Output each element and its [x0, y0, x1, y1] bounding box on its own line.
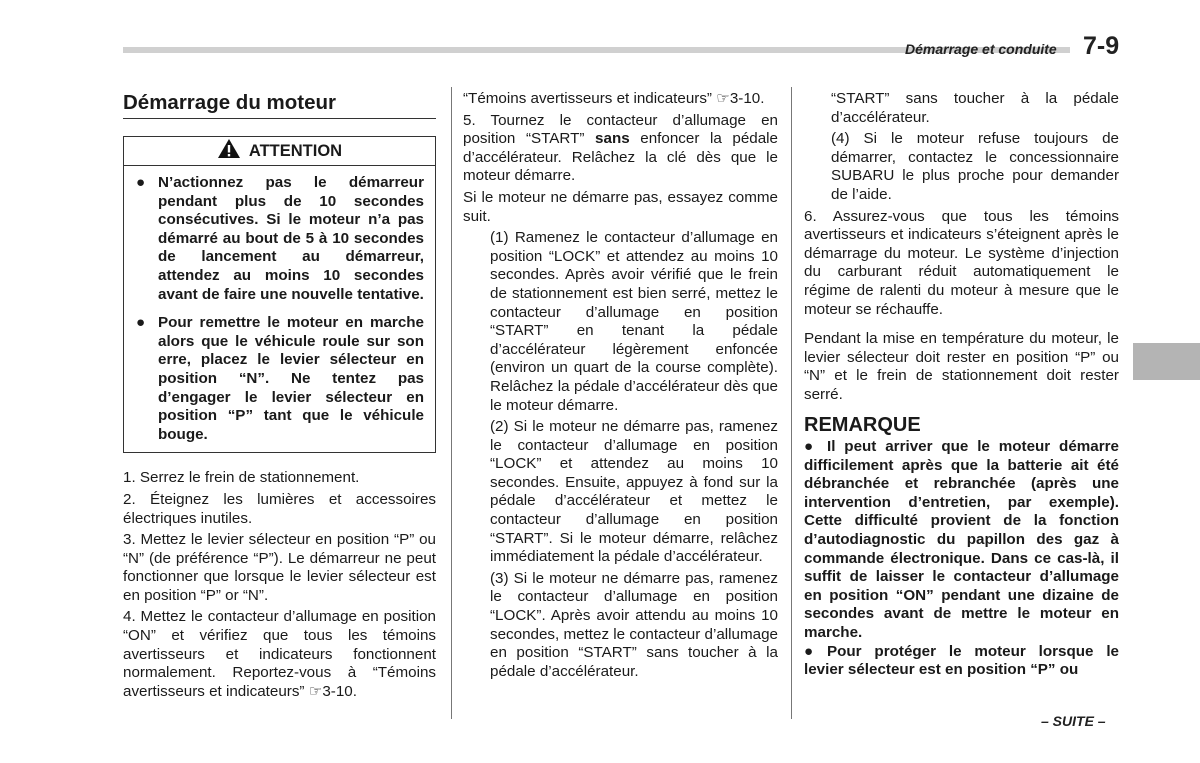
step-2: 2. Éteignez les lumières et accessoires électriques inutiles. [123, 490, 436, 527]
warning-body [124, 166, 435, 452]
column-right [804, 90, 1119, 680]
step-1: 1. Serrez le frein de stationnement. [123, 469, 360, 487]
chapter-side-tab [1133, 343, 1200, 380]
section-title: Démarrage du moteur [123, 91, 436, 119]
step-5-text-b: enfoncer la pédale d’accélérateur. Relâchez la clé dès que le moteur démarre. [463, 130, 778, 185]
remark-item [804, 643, 1119, 680]
warning-item-text: Pour remettre le moteur en marche alors que le véhicule roule sur son erre, placez le levier sélecteur en position “N”. Ne tentez pas d’engager le levier sélecteur en position “P” tant que le véhicule bouge. [158, 314, 424, 443]
substep-4: (4) Si le moteur refuse toujours de démarrer, contactez le concessionnaire SUBARU le plus proche pour demander de l’aide. [831, 130, 1119, 203]
substep-2: (2) Si le moteur ne démarre pas, ramenez le contacteur d’allumage en position “LOCK” et attendez au moins 10 secondes. Ensuite, appuyez à fond sur la pédale d’accélérateur et mettez le contacteur d’allumage en position “START”. Si le moteur démarre, relâchez immédiatement la pédale d’accélérateur. [490, 418, 778, 566]
column-middle [463, 90, 778, 680]
continued-marker: – SUITE – [1041, 713, 1106, 729]
step-5-emphasis: sans [595, 130, 630, 148]
step-3: 3. Mettez le levier sélecteur en position “P” ou “N” (de préférence “P”). Le démarreur ne peut fonctionner que lorsque le levier sélecteur est en position “P” or “N”. [123, 531, 436, 604]
substep-3-continued: “START” sans toucher à la pédale d’accélérateur. [831, 90, 1119, 126]
substep-1: (1) Ramenez le contacteur d’allumage en position “LOCK” et attendez au moins 10 secondes. Après avoir vérifié que le frein de stationnement est bien serré, mettez le contacteur d’allumage en position “START” en tenant la pédale d’accélérateur légèrement enfoncée (environ un quart de la course complète). Relâchez la pédale d’accélérateur dès que le moteur démarre. [490, 229, 778, 414]
step-5 [463, 112, 778, 186]
warning-item [136, 314, 424, 444]
step-6: 6. Assurez-vous que tous les témoins avertisseurs et indicateurs s’éteignent après le démarrage du moteur. Le système d’injection du carburant réduit automatiquement le régime de ralenti du moteur à mesure que le moteur se réchauffe. [804, 207, 1119, 318]
column-divider [451, 87, 452, 719]
column-divider [791, 87, 792, 719]
bullet-icon: ● [136, 174, 146, 191]
warning-header [124, 137, 435, 166]
step-4: 4. Mettez le contacteur d’allumage en position “ON” et vérifiez que tous les témoins avertisseurs et indicateurs fonctionnent normalement. Reportez-vous à “Témoins avertisseurs et indicateurs” ☞3-10. [123, 608, 436, 700]
remark-item-text: Il peut arriver que le moteur démarre difficilement après que la batterie ait été débranchée et rebranchée (après une intervention d’entretien, par exemple). Cette difficulté provient de la fonction d’autodiagnostic du papillon des gaz à commande électronique. Dans ce cas-là, il suffit de laisser le contacteur d’allumage en position “ON” pendant une dizaine de secondes avant de mettre le moteur en marche. [804, 438, 1119, 642]
warmup-note: Pendant la mise en température du moteur, le levier sélecteur doit rester en position “P” ou “N” et le frein de stationnement doit rester serré. [804, 330, 1119, 403]
step-4-continued: “Témoins avertisseurs et indicateurs” ☞3-10. [463, 90, 765, 107]
page-number: 7-9 [1083, 32, 1120, 60]
remark-item-text: Pour protéger le moteur lorsque le levier sélecteur est en position “P” ou [804, 642, 1119, 679]
warning-item-text: N’actionnez pas le démarreur pendant plus de 10 secondes consécutives. Si le moteur n’a pas démarré au bout de 5 à 10 secondes de lancement au démarreur, attendez au moins 10 secondes avant de faire une nouvelle tentative. [158, 174, 424, 303]
warning-box [123, 136, 436, 453]
remark-item [804, 438, 1119, 643]
bullet-icon: ● [136, 314, 146, 332]
step-5-text-a: 5. Tournez le contacteur d’allumage en position “START” [463, 111, 778, 148]
substep-3: (3) Si le moteur ne démarre pas, ramenez le contacteur d’allumage en position “LOCK”. Après avoir attendu au moins 10 secondes, mettez le contacteur d’allumage en position “START” sans toucher à la pédale d’accélérateur. [490, 569, 778, 680]
fail-intro: Si le moteur ne démarre pas, essayez comme suit. [463, 188, 778, 225]
header-section-title: Démarrage et conduite [905, 41, 1057, 57]
warning-item [136, 174, 424, 304]
warning-triangle-icon [217, 138, 241, 164]
bullet-icon: ● [804, 438, 814, 456]
remark-title: REMARQUE [804, 413, 921, 436]
column-left [123, 90, 436, 700]
bullet-icon: ● [804, 642, 814, 660]
warning-label: ATTENTION [248, 141, 343, 160]
